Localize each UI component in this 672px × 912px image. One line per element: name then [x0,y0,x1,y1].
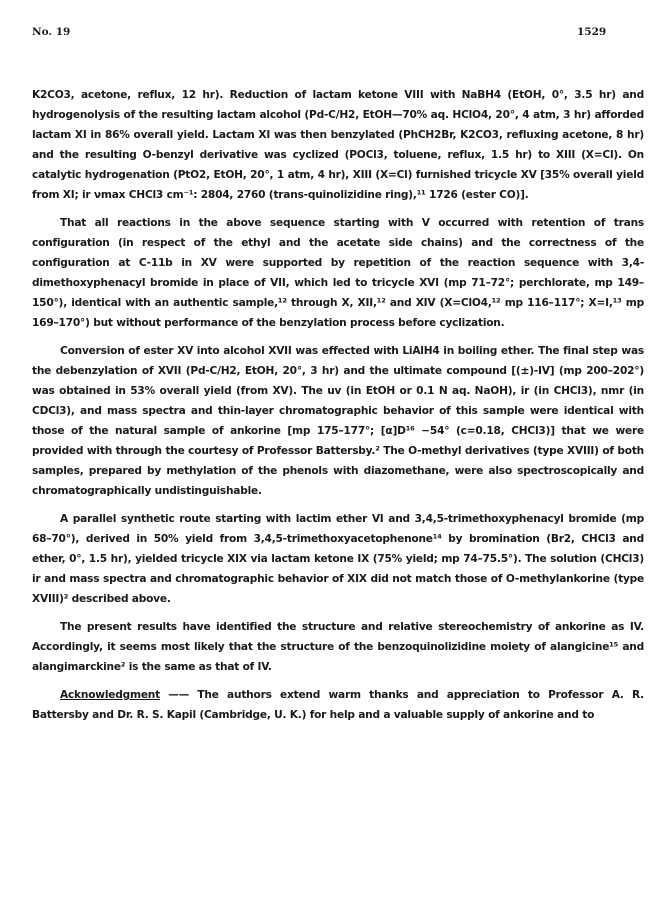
acknowledgment-label: Acknowledgment [60,689,160,701]
paragraph-conversion: Conversion of ester XV into alcohol XVII was effected with LiAlH4 in boiling ether. The final step was the debenzylation of XVII (Pd-C/H2, EtOH, 20°, 3 hr) and the ultimate compound [(±)-IV] (mp 200–202°) was obtained in 53% overall yield (from XV). The uv (in EtOH or 0.1 N aq. NaOH), ir (in CHCl3), nmr (in CDCl3), and mass spectra and thin-layer chromatographic behavior of this sample were identical with those of the natural sample of ankorine [mp 175–177°; [α]D¹⁶ −54° (c=0.18, CHCl3)] that we were provided with through the courtesy of Professor Battersby.² The O-methyl derivatives (type XVIII) of both samples, prepared by methylation of the phenols with diazomethane, were also spectroscopically and chromatographically undistinguishable. [32,345,644,497]
page-number: 1529 [577,26,607,38]
paragraph-synthesis-continued: K2CO3, acetone, reflux, 12 hr). Reduction of lactam ketone VIII with NaBH4 (EtOH, 0°, 3.5 hr) and hydrogenolysis of the resulting lactam alcohol (Pd-C/H2, EtOH—70% aq. HClO4, 20°, 4 atm, 3 hr) afforded lactam XI in 86% overall yield. Lactam XI was then benzylated (PhCH2Br, K2CO3, refluxing acetone, 8 hr) and the resulting O-benzyl derivative was cyclized (POCl3, toluene, reflux, 1.5 hr) to XIII (X=Cl). On catalytic hydrogenation (PtO2, EtOH, 20°, 1 atm, 4 hr), XIII (X=Cl) furnished tricycle XV [35% overall yield from XI; ir νmax CHCl3 cm⁻¹: 2804, 2760 (trans-quinolizidine ring),¹¹ 1726 (ester CO)]. [32,89,644,201]
paragraph-configuration: That all reactions in the above sequence starting with V occurred with retention of trans configuration (in respect of the ethyl and the acetate side chains) and the correctness of the configuration at C-11b in XV were supported by repetition of the reaction sequence with 3,4-dimethoxyphenacyl bromide in place of VII, which led to tricycle XVI (mp 71–72°; perchlorate, mp 149–150°), identical with an authentic sample,¹² through X, XII,¹² and XIV (X=ClO4,¹² mp 116–117°; X=I,¹³ mp 169–170°) but without performance of the benzylation process before cyclization. [32,217,644,329]
acknowledgment-paragraph [32,685,644,725]
article-body [32,85,644,733]
paragraph-conclusion: The present results have identified the structure and relative stereochemistry of ankorine as IV. Accordingly, it seems most likely that the structure of the benzoquinolizidine moiety of alangicine¹⁵ and alangimarckine² is the same as that of IV. [32,621,644,673]
paragraph-parallel-route: A parallel synthetic route starting with lactim ether VI and 3,4,5-trimethoxyphenacyl bromide (mp 68–70°), derived in 50% yield from 3,4,5-trimethoxyacetophenone¹⁴ by bromination (Br2, CHCl3 and ether, 0°, 1.5 hr), yielded tricycle XIX via lactam ketone IX (75% yield; mp 74–75.5°). The solution (CHCl3) ir and mass spectra and chromatographic behavior of XIX did not match those of O-methylankorine (type XVIII)² described above. [32,513,644,605]
journal-issue: No. 19 [32,26,71,38]
acknowledgment-text: —— The authors extend warm thanks and appreciation to Professor A. R. Battersby and Dr. R. S. Kapil (Cambridge, U. K.) for help and a valuable supply of ankorine and to [32,689,644,721]
